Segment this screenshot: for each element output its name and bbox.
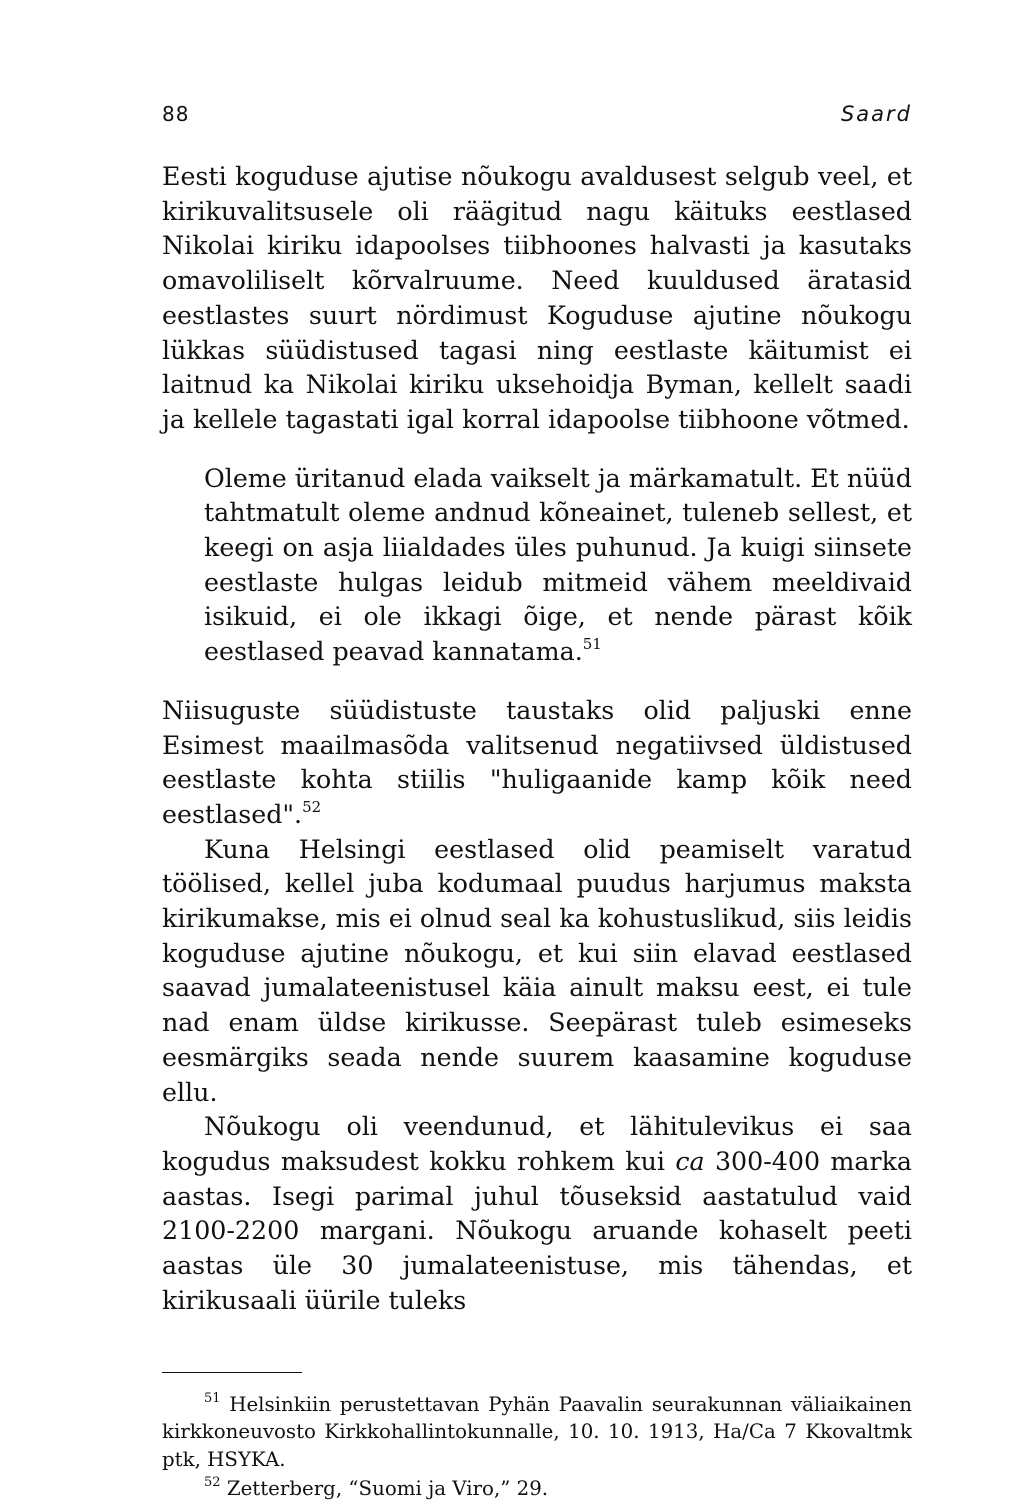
footnote-52	[162, 1475, 912, 1503]
footnote-text: Zetterberg, “Suomi ja Viro,” 29.	[220, 1477, 549, 1501]
paragraph-2	[162, 694, 912, 833]
body-text	[162, 160, 912, 1319]
paragraph-1: Eesti koguduse ajutise nõukogu avaldusest selgub veel, et kirikuvalitsusele oli räägitud nagu käituks eestlased Nikolai kiriku idapoolses tiibhoones halvasti ja kasutaks omavoliliselt kõrvalruume. Need kuuldused äratasid eestlastes suurt nördimust Koguduse ajutine nõukogu lükkas süüdistused tagasi ning eestlaste käitumist ei laitnud ka Nikolai kiriku uksehoidja Byman, kellelt saadi ja kellele tagastati igal korral idapoolse tiibhoone võtmed.	[162, 162, 912, 434]
paragraph-4	[162, 1110, 912, 1318]
footnote-number: 51	[204, 1390, 221, 1406]
footnote-ref-52: 52	[302, 797, 322, 816]
footnote-number: 52	[204, 1475, 221, 1491]
running-head: Saard	[840, 102, 912, 126]
paragraph-4-start: Nõukogu oli veendunud, et lähitulevikus ei saa kogudus maksudest kokku rohkem kui	[162, 1112, 912, 1176]
footnote-ref-51: 51	[582, 635, 602, 654]
paragraph-4-ca: ca	[675, 1146, 705, 1176]
page-number: 88	[162, 102, 190, 126]
footnote-text: Helsinkiin perustettavan Pyhän Paavalin seurakunnan väliaikainen kirkkoneuvosto Kirkkohallintokunnalle, 10. 10. 1913, Ha/Ca 7 Kkovaltmk ptk, HSYKA.	[162, 1392, 912, 1471]
paragraph-3: Kuna Helsingi eestlased olid peamiselt varatud töölised, kellel juba kodumaal puudus harjumus maksta kirikumakse, mis ei olnud seal ka kohustuslikud, siis leidis koguduse ajutine nõukogu, et kui siin elavad eestlased saavad jumalateenistusel käia ainult maksu eest, ei tule nad enam üldse kirikusse. Seepärast tuleb esimeseks eesmärgiks seada nende suurem kaasamine koguduse ellu.	[162, 834, 912, 1107]
paragraph-4-end: 300-400 marka aastas. Isegi parimal juhul tõuseksid aastatulud vaid 2100-2200 margani. Nõukogu aruande kohaselt peeti aastas üle 30 jumalateenistuse, mis tähendas, et kirikusaali üürile tuleks	[162, 1146, 912, 1315]
quote-text: Oleme üritanud elada vaikselt ja märkamatult. Et nüüd tahtmatult oleme andnud kõneainet, tuleneb sellest, et keegi on asja liialdades üles puhunud. Ja kuigi siinsete eestlaste hulgas leidub mitmeid vähem meeldivaid isikuid, ei ole ikkagi õige, et nende pärast kõik eestlased peavad kannatama.	[204, 463, 912, 667]
page-header	[162, 98, 912, 138]
footnote-51	[162, 1391, 912, 1474]
footnotes	[162, 1391, 912, 1503]
block-quote	[204, 462, 912, 670]
footnote-divider	[162, 1372, 302, 1373]
document-page	[162, 98, 912, 1503]
paragraph-2-text: Niisuguste süüdistuste taustaks olid paljuski enne Esimest maailmasõda valitsenud negatiivsed üldistused eestlaste kohta stiilis "huligaanide kamp kõik need eestlased".	[162, 695, 912, 829]
